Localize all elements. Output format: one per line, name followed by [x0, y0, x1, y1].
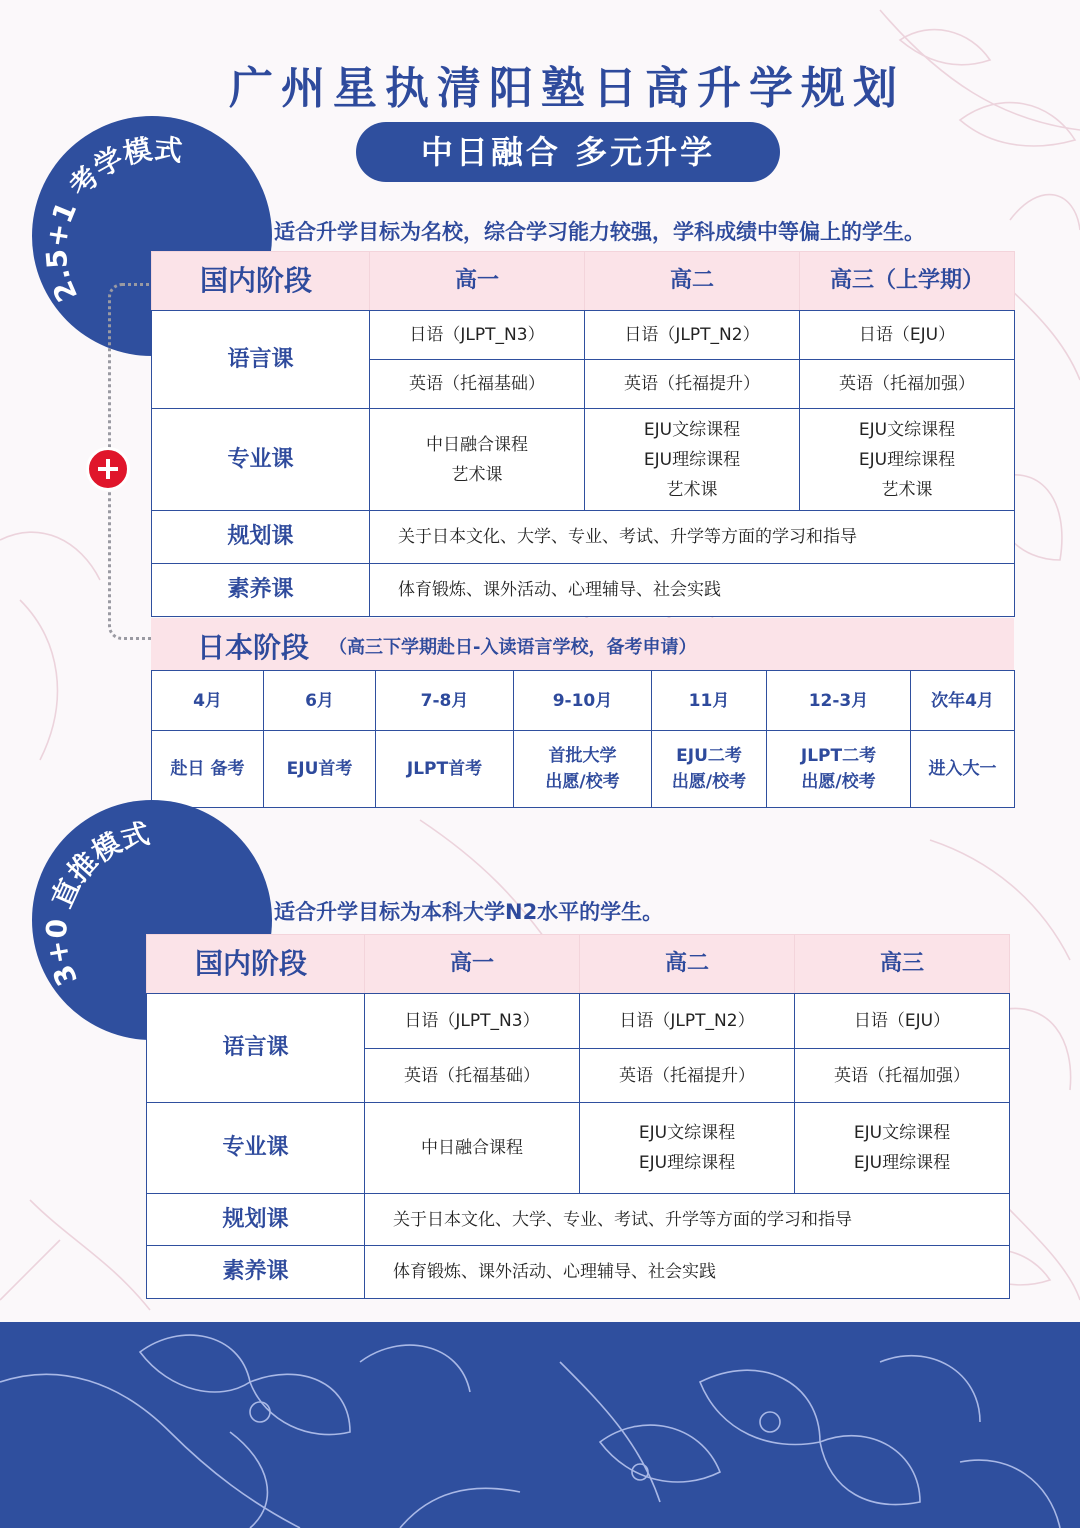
- course-line: EJU文综课程: [638, 1123, 736, 1143]
- category-major: 专业课: [152, 409, 370, 511]
- course-cell: [365, 1103, 580, 1194]
- course-line: EJU理综课程: [853, 1153, 951, 1173]
- subtitle-pill: 中日融合 多元升学: [356, 122, 780, 182]
- timeline-event: [767, 731, 911, 808]
- stage-domestic-label: 国内阶段: [152, 252, 370, 311]
- timeline-month: 次年4月: [911, 671, 1015, 731]
- plus-icon: [86, 447, 130, 491]
- course-cell: 英语（托福基础）: [365, 1049, 580, 1103]
- event-line: 赴日 备考: [170, 759, 245, 779]
- year-header: 高二: [580, 935, 795, 994]
- course-line: EJU理综课程: [643, 449, 741, 470]
- svg-text:3+0 直推模式: [40, 817, 153, 991]
- course-cell: 日语（EJU）: [800, 311, 1015, 360]
- course-line: EJU文综课程: [858, 419, 956, 440]
- timeline-event: [514, 731, 652, 808]
- course-line: 艺术课: [451, 464, 503, 485]
- event-line: 首批大学: [548, 746, 617, 766]
- course-line: 艺术课: [881, 479, 933, 500]
- event-line: 出愿/校考: [671, 772, 747, 792]
- mode-label-2: 3+0 直推模式: [39, 816, 153, 991]
- timeline-event: [911, 731, 1015, 808]
- year-header: 高三: [795, 935, 1010, 994]
- section2-domestic-table: [146, 934, 1010, 1299]
- section1-domestic-table: [151, 251, 1015, 617]
- course-cell: [580, 1103, 795, 1194]
- literacy-text: 体育锻炼、课外活动、心理辅导、社会实践: [365, 1246, 1010, 1299]
- timeline-month: 6月: [264, 671, 376, 731]
- course-cell: [370, 409, 585, 511]
- course-cell: 日语（JLPT_N3）: [370, 311, 585, 360]
- course-cell: 日语（JLPT_N2）: [585, 311, 800, 360]
- course-line: 艺术课: [666, 479, 718, 500]
- footer-band: [0, 1322, 1080, 1528]
- category-language: 语言课: [152, 311, 370, 409]
- timeline-event: [652, 731, 767, 808]
- course-line: EJU文综课程: [643, 419, 741, 440]
- event-line: JLPT首考: [406, 759, 483, 779]
- course-line: 中日融合课程: [421, 1138, 523, 1158]
- category-literacy: 素养课: [147, 1246, 365, 1299]
- timeline-month: 11月: [652, 671, 767, 731]
- course-cell: 英语（托福提升）: [585, 360, 800, 409]
- event-line: 进入大一: [928, 759, 997, 779]
- section1-description: 适合升学目标为名校，综合学习能力较强，学科成绩中等偏上的学生。: [274, 220, 925, 244]
- event-line: EJU首考: [286, 759, 353, 779]
- timeline-month: 9-10月: [514, 671, 652, 731]
- stage-domestic-label: 国内阶段: [147, 935, 365, 994]
- stage-japan-label: 日本阶段: [197, 631, 310, 664]
- event-line: JLPT二考: [800, 746, 877, 766]
- course-cell: 日语（JLPT_N3）: [365, 994, 580, 1049]
- timeline-event: [152, 731, 264, 808]
- year-header: 高一: [365, 935, 580, 994]
- planning-text: 关于日本文化、大学、专业、考试、升学等方面的学习和指导: [365, 1194, 1010, 1246]
- course-cell: 英语（托福加强）: [800, 360, 1015, 409]
- category-major: 专业课: [147, 1103, 365, 1194]
- course-cell: 英语（托福提升）: [580, 1049, 795, 1103]
- mode-label-1: 2.5+1 考学模式: [39, 132, 184, 307]
- category-language: 语言课: [147, 994, 365, 1103]
- course-cell: 日语（JLPT_N2）: [580, 994, 795, 1049]
- course-cell: [585, 409, 800, 511]
- planning-text: 关于日本文化、大学、专业、考试、升学等方面的学习和指导: [370, 511, 1015, 564]
- japan-timeline-table: [151, 670, 1015, 808]
- course-cell: 英语（托福加强）: [795, 1049, 1010, 1103]
- page-title: 广州星执清阳塾日高升学规划: [229, 63, 905, 114]
- year-header: 高一: [370, 252, 585, 311]
- event-line: 出愿/校考: [545, 772, 620, 792]
- course-line: EJU文综课程: [853, 1123, 951, 1143]
- course-line: EJU理综课程: [858, 449, 956, 470]
- course-cell: 英语（托福基础）: [370, 360, 585, 409]
- year-header: 高三（上学期）: [800, 252, 1015, 311]
- timeline-month: 4月: [152, 671, 264, 731]
- event-line: 出愿/校考: [801, 772, 876, 792]
- course-line: 中日融合课程: [426, 434, 528, 455]
- course-cell: [795, 1103, 1010, 1194]
- timeline-month: 12-3月: [767, 671, 911, 731]
- course-cell: 日语（EJU）: [795, 994, 1010, 1049]
- footer-flower-art: [0, 1322, 1080, 1528]
- timeline-month: 7-8月: [376, 671, 514, 731]
- stage-japan-bar: [151, 618, 1014, 670]
- timeline-event: [264, 731, 376, 808]
- category-planning: 规划课: [152, 511, 370, 564]
- category-literacy: 素养课: [152, 564, 370, 617]
- event-line: EJU二考: [676, 746, 742, 766]
- stage-japan-note: （高三下学期赴日-入读语言学校，备考申请）: [329, 637, 697, 658]
- literacy-text: 体育锻炼、课外活动、心理辅导、社会实践: [370, 564, 1015, 617]
- course-line: EJU理综课程: [638, 1153, 736, 1173]
- course-cell: [800, 409, 1015, 511]
- category-planning: 规划课: [147, 1194, 365, 1246]
- section2-description: 适合升学目标为本科大学N2水平的学生。: [274, 900, 664, 924]
- year-header: 高二: [585, 252, 800, 311]
- timeline-event: [376, 731, 514, 808]
